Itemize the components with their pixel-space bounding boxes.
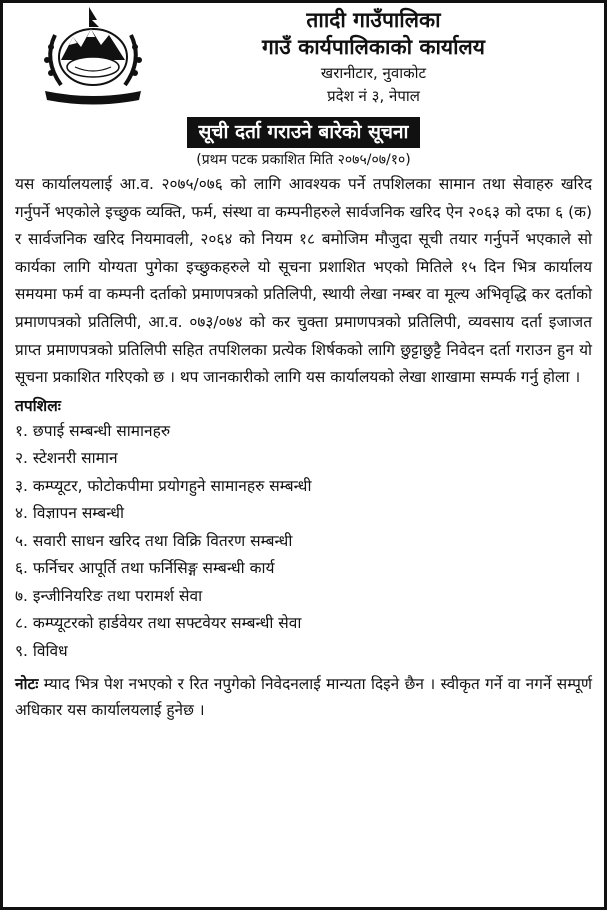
notice-header [3, 3, 604, 115]
list-item: ६. फर्निचर आपूर्ति तथा फर्निसिङ्ग सम्बन्धी कार्य [15, 559, 275, 578]
list-item: ९. विविध [15, 641, 68, 660]
office-name: गाउँ कार्यपालिकाको कार्यालय [262, 35, 485, 59]
publication-date: (प्रथम पटक प्रकाशित मिति २०७५/०७/१०) [196, 152, 411, 168]
office-address: खरानीटार, नुवाकोट [320, 64, 427, 82]
nepal-government-emblem-icon [33, 5, 153, 105]
list-item: ५. सवारी साधन खरिद तथा विक्रि वितरण सम्बन्धी [15, 531, 293, 550]
list-item: ३. कम्प्यूटर, फोटोकपीमा प्रयोगहुने सामानहरु सम्बन्धी [15, 476, 312, 495]
note-text: म्याद भित्र पेश नभएको र रित नपुगेको निवेदनलाई मान्यता दिइने छैन । स्वीकृत गर्ने वा नगर्ने सम्पूर्ण अधिकार यस कार्यालयलाई हुनेछ । [15, 675, 592, 720]
list-heading: तपशिलः [15, 396, 61, 415]
item-list [15, 418, 592, 666]
list-item: ८. कम्प्यूटरको हार्डवेयर तथा सफ्टवेयर सम्बन्धी सेवा [15, 614, 302, 633]
notice-title-wrap [3, 117, 604, 153]
notice-title: सूची दर्ता गराउने बारेको सूचना [187, 117, 421, 148]
notice-body: यस कार्यालयलाई आ.व. २०७५/०७६ को लागि आवश्यक पर्ने तपशिलका सामान तथा सेवाहरु खरिद गर्नुपर्ने भएकोले इच्छुक व्यक्ति, फर्म, संस्था वा कम्पनीहरुले सार्वजनिक खरिद ऐन २०६३ को दफा ६ (क) र सार्वजनिक खरिद नियमावली, २०६४ को नियम १८ बमोजिम मौजुदा सूची तयार गर्नुपर्ने भएकाले सो कार्यका लागि योग्यता पुगेका इच्छुकहरुले यो सूचना प्रशाशित भएको मितिले १५ दिन भित्र कार्यालय समयमा फर्म वा कम्पनी दर्ताको प्रमाणपत्रको प्रतिलिपी, स्थायी लेखा नम्बर वा मूल्य अभिवृद्धि कर दर्ताको प्रमाणपत्रको प्रतिलिपी, आ.व. ०७३/०७४ को कर चुक्ता प्रमाणपत्रको प्रतिलिपी, व्यवसाय दर्ता इजाजत प्राप्त प्रमाणपत्रको प्रतिलिपी सहित तपशिलका प्रत्येक शिर्षकको लागि छुट्टाछुट्टै निवेदन दर्ता गराउन हुन यो सूचना प्रकाशित गरिएको छ । थप जानकारीको लागि यस कार्यालयको लेखा शाखामा सम्पर्क गर्नु होला । [15, 175, 592, 387]
list-item: २. स्टेशनरी सामान [15, 449, 118, 468]
list-item: ७. इन्जीनियरिङ तथा परामर्श सेवा [15, 586, 203, 605]
org-name: ताादी गाउँपालिका [306, 8, 441, 32]
list-item: १. छपाई सम्बन्धी सामानहरु [15, 421, 171, 440]
list-item: ४. विज्ञापन सम्बन्धी [15, 504, 125, 523]
notice-note [15, 671, 592, 723]
note-label: नोटः [15, 675, 39, 694]
office-province: प्रदेश नं ३, नेपाल [327, 87, 420, 105]
